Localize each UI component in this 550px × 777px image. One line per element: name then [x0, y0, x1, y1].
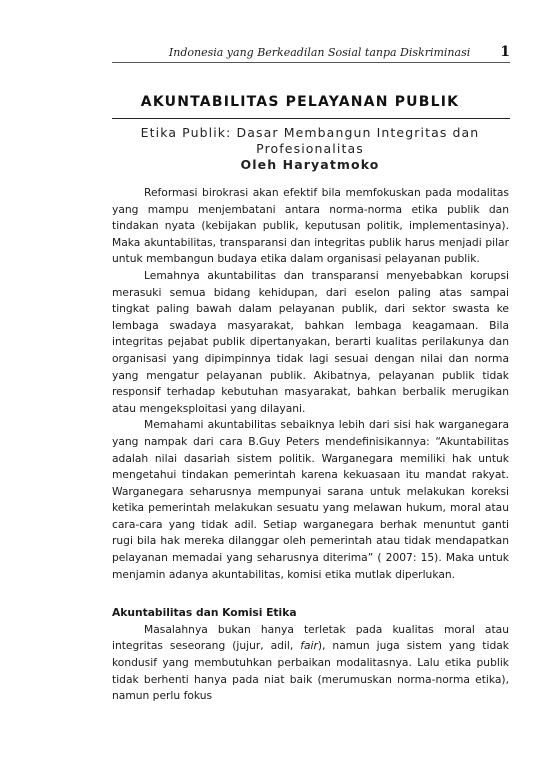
paragraph-2: Lemahnya akuntabilitas dan transparansi menyebabkan korupsi merasuki semua bidang kehidupan, dari eselon paling atas sampai tingkat paling bawah dalam pelayanan publik, dari sektor swasta ke lembaga swadaya masyarakat, bahkan lembaga keagamaan. Bila integritas pejabat publik dipertanyakan, berarti kualitas perilakunya dan organisasi yang dipimpinnya tidak lagi sesuai dengan nilai dan norma yang mengatur pelayanan publik. Akibatnya, pelayanan publik tidak responsif terhadap kebutuhan masyarakat, bahkan berbalik merugikan atau mengeksploitasi yang dilayani. [112, 268, 509, 415]
page-number: 1 [500, 44, 510, 60]
paragraph-4-italic-term: fair [300, 639, 318, 653]
title-divider [112, 118, 510, 119]
section-heading: Akuntabilitas dan Komisi Etika [112, 606, 297, 620]
running-header [110, 44, 510, 60]
subtitle-line-2: Profesionalitas [256, 141, 364, 156]
paragraph-1: Reformasi birokrasi akan efektif bila memfokuskan pada modalitas yang mampu menjembatani antara norma-norma etika publik dan tindakan nyata (kebijakan publik, keputusan politik, implementasinya). Maka akuntabilitas, transparansi dan integritas publik harus menjadi pilar untuk membangun budaya etika dalam organisasi pelayanan publik. [112, 186, 509, 266]
body-text [112, 185, 509, 705]
paragraph-4 [112, 622, 509, 705]
paragraph-4-text-a: Masalahnya bukan hanya terletak pada kualitas moral atau integritas seseorang (jujur, adil, [112, 622, 509, 653]
document-title: AKUNTABILITAS PELAYANAN PUBLIK [140, 94, 460, 110]
header-divider [112, 62, 510, 63]
paragraph-4-text-b: ), namun juga sistem yang tidak kondusif yang membutuhkan perbaikan modalitasnya. Lalu etika publik tidak berhenti hanya pada niat baik (merumuskan norma-norma etika), namun perlu fokus [112, 639, 509, 703]
running-title: Indonesia yang Berkeadilan Sosial tanpa Diskriminasi [168, 46, 471, 59]
author-byline: Oleh Haryatmoko [240, 157, 380, 172]
subtitle-line-1: Etika Publik: Dasar Membangun Integritas dan [140, 125, 480, 140]
paragraph-3: Memahami akuntabilitas sebaiknya lebih dari sisi hak warganegara yang nampak dari cara B.Guy Peters mendefinisikannya: “Akuntabilitas adalah nilai dasariah sistem politik. Warganegara memiliki hak untuk mengetahui tindakan pemerintah karena kekuasaan itu mandat rakyat. Warganegara seharusnya mempunyai sarana untuk melakukan koreksi ketika pemerintah melakukan sesuatu yang melawan hukum, moral atau cara-cara yang tidak adil. Setiap warganegara berhak menuntut ganti rugi bila hak mereka dilanggar oleh pemerintah atau tidak mendapatkan pelayanan memadai yang seharusnya diterima” ( 2007: 15). Maka untuk menjamin adanya akuntabilitas, komisi etika mutlak diperlukan. [112, 418, 509, 581]
subtitle-block [110, 125, 510, 173]
